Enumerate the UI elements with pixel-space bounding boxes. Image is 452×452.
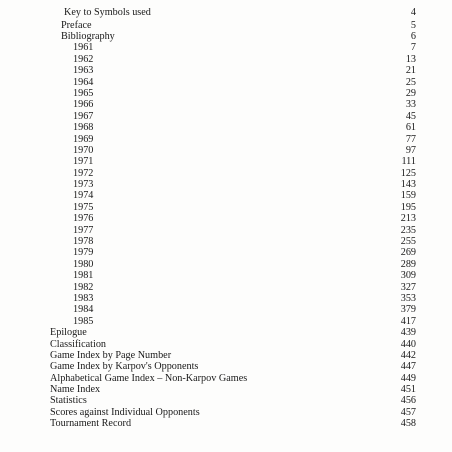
toc-entry-title: Scores against Individual Opponents xyxy=(50,406,200,418)
toc-entry-title: 1980 xyxy=(73,258,94,270)
toc-page-number: 417 xyxy=(400,315,416,327)
toc-entry xyxy=(0,339,452,350)
toc-entry xyxy=(0,361,452,372)
toc-entry xyxy=(0,134,452,145)
toc-page-number: 451 xyxy=(400,384,416,396)
toc-page-number: 458 xyxy=(400,418,416,430)
toc-entry xyxy=(0,225,452,236)
table-of-contents xyxy=(0,7,452,430)
toc-entry-title: 1966 xyxy=(73,99,94,111)
toc-entry xyxy=(0,42,452,53)
toc-page-number: 457 xyxy=(400,406,416,418)
toc-page-number: 13 xyxy=(405,53,416,65)
toc-page-number: 289 xyxy=(400,258,416,270)
toc-entry-title: 1968 xyxy=(73,122,94,134)
toc-page-number: 29 xyxy=(405,87,416,99)
toc-entry xyxy=(0,395,452,406)
toc-entry-title: 1974 xyxy=(73,190,94,202)
toc-entry xyxy=(0,54,452,65)
toc-entry xyxy=(0,236,452,247)
toc-entry-title: Name Index xyxy=(50,384,101,396)
toc-entry xyxy=(0,202,452,213)
toc-entry xyxy=(0,259,452,270)
toc-page-number: 309 xyxy=(400,270,416,282)
toc-entry-title: Classification xyxy=(50,338,107,350)
toc-entry xyxy=(0,77,452,88)
toc-page-number: 439 xyxy=(400,327,416,339)
toc-entry xyxy=(0,111,452,122)
toc-entry xyxy=(0,88,452,99)
toc-entry-title: 1975 xyxy=(73,201,94,213)
toc-entry xyxy=(0,7,452,20)
toc-entry-title: Game Index by Page Number xyxy=(50,349,172,361)
toc-entry-title: 1977 xyxy=(73,224,94,236)
toc-page-number: 111 xyxy=(401,156,416,168)
toc-entry-title: 1969 xyxy=(73,133,94,145)
toc-entry-title: 1965 xyxy=(73,87,94,99)
toc-page-number: 77 xyxy=(405,133,416,145)
toc-page-number: 353 xyxy=(400,292,416,304)
toc-entry xyxy=(0,213,452,224)
toc-entry-title: 1971 xyxy=(73,156,94,168)
toc-page-number: 5 xyxy=(410,19,416,31)
toc-entry-title: Preface xyxy=(61,19,92,31)
toc-page-number: 97 xyxy=(405,144,416,156)
toc-entry-title: 1985 xyxy=(73,315,94,327)
toc-page-number: 255 xyxy=(400,236,416,248)
toc-page-number: 61 xyxy=(405,122,416,134)
toc-entry-title: 1983 xyxy=(73,292,94,304)
toc-entry xyxy=(0,350,452,361)
toc-entry xyxy=(0,304,452,315)
toc-entry-title: 1976 xyxy=(73,213,94,225)
toc-entry xyxy=(0,156,452,167)
toc-entry xyxy=(0,190,452,201)
toc-entry-title: 1979 xyxy=(73,247,94,259)
toc-entry-title: 1978 xyxy=(73,236,94,248)
toc-entry xyxy=(0,168,452,179)
toc-entry xyxy=(0,270,452,281)
toc-entry-title: Statistics xyxy=(50,395,87,407)
toc-page-number: 379 xyxy=(400,304,416,316)
toc-entry xyxy=(0,293,452,304)
toc-page-number: 327 xyxy=(400,281,416,293)
toc-entry xyxy=(0,247,452,258)
toc-entry-title: Epilogue xyxy=(50,327,87,339)
toc-page-number: 25 xyxy=(405,76,416,88)
toc-entry-title: 1973 xyxy=(73,179,94,191)
toc-page-number: 143 xyxy=(400,179,416,191)
toc-entry-title: 1964 xyxy=(73,76,94,88)
toc-entry-title: 1984 xyxy=(73,304,94,316)
toc-entry xyxy=(0,407,452,418)
toc-entry-title: Alphabetical Game Index – Non-Karpov Games xyxy=(50,372,248,384)
toc-entry xyxy=(0,418,452,429)
toc-page-number: 440 xyxy=(400,338,416,350)
toc-entry-title: 1981 xyxy=(73,270,94,282)
toc-entry xyxy=(0,327,452,338)
toc-entry-title: 1961 xyxy=(73,42,94,54)
toc-page-number: 269 xyxy=(400,247,416,259)
toc-page-number: 447 xyxy=(400,361,416,373)
toc-page-number: 21 xyxy=(405,65,416,77)
toc-entry xyxy=(0,316,452,327)
toc-page-number: 6 xyxy=(410,30,416,42)
toc-entry xyxy=(0,145,452,156)
toc-entry-title: 1970 xyxy=(73,144,94,156)
toc-page-number: 45 xyxy=(405,110,416,122)
toc-page-number: 456 xyxy=(400,395,416,407)
toc-page-number: 4 xyxy=(410,7,416,18)
toc-entry-title: 1967 xyxy=(73,110,94,122)
toc-entry-title: 1963 xyxy=(73,65,94,77)
toc-entry xyxy=(0,282,452,293)
toc-page-number: 125 xyxy=(400,167,416,179)
toc-entry xyxy=(0,179,452,190)
toc-entry xyxy=(0,65,452,76)
toc-entry xyxy=(0,384,452,395)
toc-page-number: 449 xyxy=(400,372,416,384)
toc-page-number: 213 xyxy=(400,213,416,225)
toc-entry-title: 1972 xyxy=(73,167,94,179)
toc-page-number: 195 xyxy=(400,201,416,213)
toc-entry-title: 1982 xyxy=(73,281,94,293)
toc-entry-title: Game Index by Karpov's Opponents xyxy=(50,361,199,373)
toc-page-number: 33 xyxy=(405,99,416,111)
toc-entry xyxy=(0,31,452,42)
toc-page-number: 235 xyxy=(400,224,416,236)
toc-page-number: 7 xyxy=(410,42,416,54)
toc-entry-title: Tournament Record xyxy=(50,418,132,430)
toc-entry-title: Key to Symbols used xyxy=(64,7,151,18)
toc-page-number: 159 xyxy=(400,190,416,202)
toc-entry xyxy=(0,20,452,31)
toc-entry xyxy=(0,99,452,110)
toc-entry xyxy=(0,373,452,384)
toc-entry xyxy=(0,122,452,133)
toc-entry-title: 1962 xyxy=(73,53,94,65)
toc-page-number: 442 xyxy=(400,349,416,361)
toc-entry-title: Bibliography xyxy=(61,30,115,42)
